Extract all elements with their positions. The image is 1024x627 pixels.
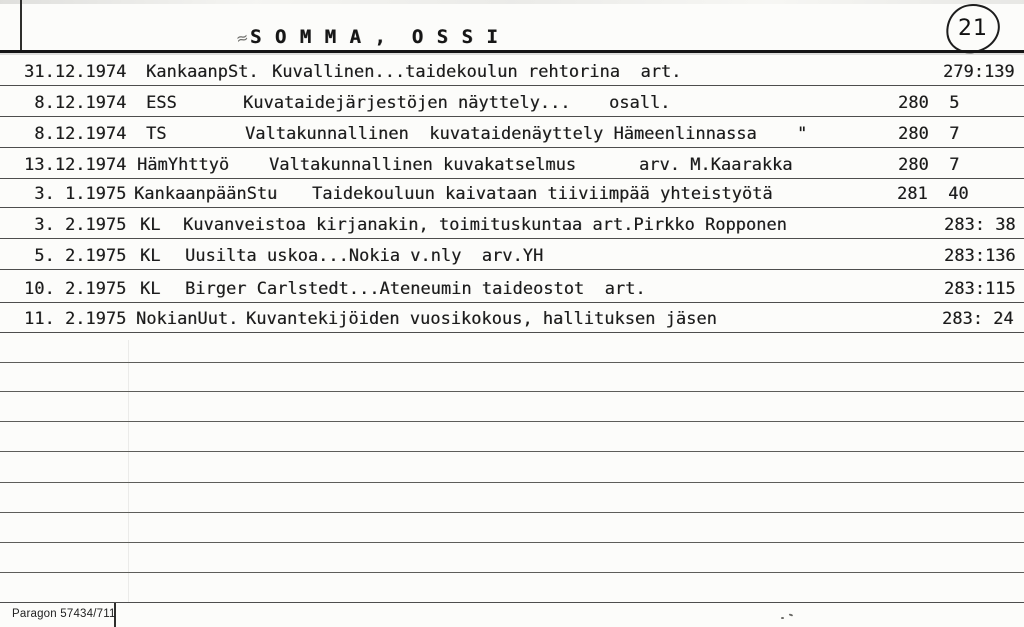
rule-line [0,391,1024,392]
pencil-mark: ≈ [234,27,251,49]
table-row [0,121,1024,147]
entry-source: KankaanpSt. [146,62,259,82]
entry-date: 8.12.1974 [24,124,127,144]
entry-reference: 283: 38 [944,215,1016,235]
entry-date: 3. 1.1975 [24,184,127,204]
entry-source: HämYhttyö [137,155,230,175]
entry-description: Uusilta uskoa...Nokia v.nly arv.YH [185,246,544,266]
rule-line [0,421,1024,422]
entry-date: 11. 2.1975 [24,309,127,329]
entry-date: 13.12.1974 [24,155,127,175]
rule-line [0,542,1024,543]
entry-description: Kuvataidejärjestöjen näyttely... [243,93,571,113]
page-number: 21 [958,16,988,41]
rule-line [0,302,1024,303]
table-row [0,181,1024,207]
circled-number-badge [943,1,1003,56]
rule-line [0,269,1024,270]
entry-date: 10. 2.1975 [24,279,127,299]
table-row [0,243,1024,269]
entry-source: KankaanpäänStu [134,184,278,204]
entry-note: osall. [609,93,671,113]
entry-description: Kuvanveistoa kirjanakin, toimituskuntaa art.Pirkko Ropponen [183,215,787,235]
scan-edge-artifact [0,0,1024,4]
entry-reference: 280 7 [898,124,960,144]
entry-date: 31.12.1974 [24,62,127,82]
card-title: S O M M A , O S S I [250,26,499,48]
entry-reference: 283: 24 [942,309,1014,329]
entry-description: Valtakunnallinen kuvakatselmus [269,155,577,175]
entry-reference: 283:115 [944,279,1016,299]
rule-line [0,332,1024,333]
entry-date: 3. 2.1975 [24,215,127,235]
table-row [0,90,1024,116]
rule-line [0,362,1024,363]
entry-source: KL [140,246,161,266]
entry-description: Kuvallinen...taidekoulun rehtorina art. [272,62,682,82]
entry-date: 8.12.1974 [24,93,127,113]
entry-reference: 280 5 [898,93,960,113]
table-row [0,276,1024,302]
smudge-mark [789,613,793,616]
faint-crease-line [128,340,129,602]
rule-line [0,238,1024,239]
entry-date: 5. 2.1975 [24,246,127,266]
table-row [0,152,1024,178]
entry-reference: 281 40 [897,184,969,204]
entry-ditto-mark: " [797,124,808,144]
header-rule [0,50,1024,53]
table-row [0,212,1024,238]
entry-source: KL [140,215,161,235]
entry-description: Kuvantekijöiden vuosikokous, hallituksen jäsen [246,309,717,329]
table-row [0,306,1024,332]
rule-line [0,207,1024,208]
form-brand-number: Paragon 57434/711 [12,608,116,620]
rule-line [0,482,1024,483]
rule-line [0,602,1024,603]
entry-source: ESS [146,93,177,113]
entry-description: Birger Carlstedt...Ateneumin taideostot art. [185,279,646,299]
rule-line [0,116,1024,117]
entry-reference: 280 7 [898,155,960,175]
entry-source: TS [146,124,167,144]
rule-line [0,512,1024,513]
entry-note: arv. M.Kaarakka [639,155,793,175]
rule-line [0,147,1024,148]
entry-description: Valtakunnallinen kuvataidenäyttely Hämeenlinnassa [245,124,757,144]
entry-source: NokianUut. [136,309,239,329]
rule-line [0,178,1024,179]
entry-description: Taidekouluun kaivataan tiiviimpää yhteistyötä [312,184,773,204]
table-row [0,59,1024,85]
smudge-mark [781,617,784,619]
rule-line [0,572,1024,573]
top-left-vertical-line [20,0,22,51]
rule-line [0,85,1024,86]
entry-reference: 279:139 [943,62,1015,82]
rule-line [0,451,1024,452]
entry-reference: 283:136 [944,246,1016,266]
entry-source: KL [140,279,161,299]
